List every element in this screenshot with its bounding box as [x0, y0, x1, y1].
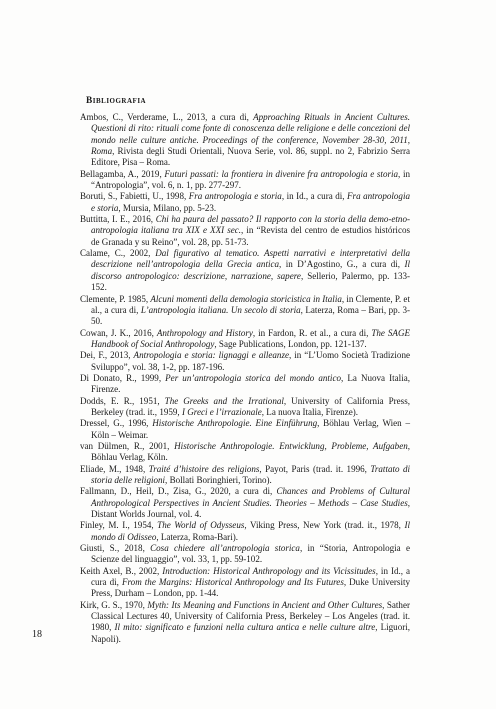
entry-text: Dei, F., 2013,	[80, 350, 134, 361]
entry-text: Clemente, P. 1985,	[80, 293, 151, 304]
entry-text: , in Id., a cura di,	[91, 565, 410, 588]
entry-text: , in D’Agostino, G., a cura di,	[279, 259, 405, 270]
entry-text: Dodds, E. R., 1951,	[80, 395, 165, 406]
entry-text: , in “Storia, Antropologia e Scienze del linguaggio”, vol. 33, 1, pp. 59-102.	[91, 543, 410, 565]
entry-title-text: The World of Odysseus	[157, 520, 245, 531]
bibliography-entry	[80, 441, 410, 464]
entry-text: , Laterza, Roma – Bari, pp. 3-50.	[91, 304, 410, 327]
entry-text: Buttitta, I. E., 2016,	[80, 214, 156, 225]
entry-title-text: Trattato di storia delle religioni	[91, 463, 411, 485]
bibliography-entry	[80, 543, 410, 566]
entry-text: , Bollati Boringhieri, Torino).	[165, 475, 272, 485]
entry-text: , La Nuova Italia, Firenze.	[91, 372, 410, 395]
bibliography-entry	[80, 600, 410, 645]
page-number: 18	[32, 629, 42, 640]
entry-text: , La nuova Italia, Firenze).	[261, 406, 358, 417]
entry-title-text: Fra antropologia e storia	[91, 191, 410, 213]
entry-title-text: From the Margins: Historical Anthropology and Its Futures	[121, 577, 344, 588]
entry-text: Dressel, G., 1996,	[80, 418, 153, 429]
bibliography-heading: Bibliografia	[86, 96, 147, 106]
entry-title-text: Antropologia e storia: lignaggi e alleanze	[133, 350, 289, 361]
entry-text: , Sellerio, Palermo, pp. 133-152.	[91, 270, 411, 293]
entry-text: , Böhlau Verlag, Köln.	[91, 440, 410, 463]
entry-text: Calame, C., 2002,	[80, 248, 156, 259]
entry-text: , Mursia, Milano, pp. 5-23.	[118, 202, 217, 213]
entry-text: Fallmann, D., Heil, D., Zisa, G., 2020, a cura di,	[80, 486, 277, 497]
entry-text: , in “Antropologia”, vol. 6, n. 1, pp. 277-297.	[91, 168, 411, 191]
entry-title-text: Chances and Problems of Cultural Anthropological Perspectives in Ancient Studies. Theories – Methods – Case Studies	[91, 486, 410, 508]
entry-text: , Payot, Paris (trad. it. 1996,	[259, 463, 371, 474]
entry-title-text: Per un’antropologia storica del mondo antico	[165, 372, 341, 383]
entry-text: , Liguori, Napoli).	[91, 622, 411, 644]
bibliography-entry	[80, 566, 410, 600]
entry-text: , Distant Worlds Journal, vol. 4.	[91, 497, 410, 520]
entry-title-text: Dal figurativo al tematico. Aspetti narrativi e interpretativi della descrizione nell’antropologia della Grecia antica	[91, 248, 411, 270]
entry-title-text: Historische Anthropologie. Entwicklung, Probleme, Aufgaben	[174, 440, 408, 451]
bibliography-entry	[80, 520, 410, 543]
entry-title-text: Il mondo di Odisseo	[91, 520, 410, 542]
entry-text: Cowan, J. K., 2016,	[80, 327, 157, 338]
bibliography-entry	[80, 214, 410, 248]
entry-text: Eliade, M., 1948,	[80, 463, 149, 474]
entry-text: Keith Axel, B., 2002,	[80, 565, 163, 576]
entry-text: Ambos, C., Verderame, L., 2013, a cura di,	[80, 112, 254, 122]
bibliography-entry	[80, 373, 410, 396]
entry-text: , in Id., a cura di,	[281, 191, 348, 202]
entry-text: , in “L’Uomo Società Tradizione Sviluppo”, vol. 38, 1-2, pp. 187-196.	[91, 350, 410, 372]
entry-text: Kirk, G. S., 1970,	[80, 599, 148, 610]
entry-title-text: Introduction: Historical Anthropology and its Vicissitudes	[162, 565, 376, 576]
entry-text: Bellagamba, A., 2019,	[80, 168, 165, 179]
bibliography-entry	[80, 464, 410, 487]
bibliography-entry	[80, 328, 410, 351]
entry-title-text: The SAGE Handbook of Social Anthropology	[91, 327, 410, 349]
bibliography-entry	[80, 248, 410, 293]
entry-text: , University of California Press, Berkeley (trad. it., 1959,	[91, 395, 410, 417]
entry-title-text: Myth: Its Meaning and Functions in Ancient and Other Cultures	[147, 599, 383, 610]
bibliography-entry	[80, 191, 410, 214]
entry-title-text: Chi ha paura del passato? Il rapporto con la storia della demo-etno-antropologia italiana tra XIX e XXI sec.	[91, 214, 410, 236]
bibliography-entry	[80, 486, 410, 520]
entry-title-text: Futuri passati: la frontiera in divenire fra antropologia e storia	[164, 168, 399, 179]
bibliography-entry	[80, 294, 410, 328]
entry-text: , in “Revista del centro de estudios históricos de Granada y su Reino”, vol. 28, pp. 51-73.	[91, 225, 410, 247]
entry-title-text: I Greci e l’irrazionale	[181, 406, 262, 417]
bibliography-entry	[80, 418, 410, 441]
entry-text: , Duke University Press, Durham – London, pp. 1-44.	[91, 577, 410, 599]
entry-title-text: Cosa chiedere all’antropologia storica	[150, 543, 300, 554]
bibliography-entry	[80, 350, 410, 373]
entry-title-text: Anthropology and History	[156, 327, 253, 338]
entry-title-text: Il mito: significato e funzioni nella cultura antica e nelle culture altre	[114, 622, 376, 633]
entry-text: Giusti, S., 2018,	[80, 543, 151, 554]
entry-text: , Böhlau Verlag, Wien – Köln – Weimar.	[91, 418, 410, 440]
entry-title-text: Approaching Rituals in Ancient Cultures. Questioni di rito: rituali come fonte di conoscenza delle religione e delle concezioni del mondo nelle culture antiche. Proceedings of the conference, November 28-30, 2011, Roma	[91, 112, 410, 157]
entry-text: , in Clemente, P. et al., a cura di,	[91, 293, 410, 315]
entry-text: , Laterza, Roma-Bari).	[156, 531, 238, 542]
bibliography-entry	[80, 169, 410, 192]
entry-text: Finley, M. I., 1954,	[80, 520, 158, 531]
entry-title-text: Alcuni momenti della demologia storicistica in Italia	[150, 293, 342, 304]
entry-text: , Rivista degli Studi Orientali, Nuova Serie, vol. 86, suppl. no 2, Fabrizio Serra Editore, Pisa – Roma.	[91, 146, 410, 168]
bibliography-entry	[80, 396, 410, 419]
entry-title-text: Traité d’histoire des religions	[148, 463, 260, 474]
entry-title-text: Historische Anthropologie. Eine Einführung	[152, 418, 318, 429]
bibliography-list	[80, 112, 410, 645]
entry-text: , Sage Publications, London, pp. 121-137.	[214, 338, 367, 349]
entry-text: , in Fardon, R. et al., a cura di,	[252, 327, 372, 338]
bibliography-entry	[80, 112, 410, 169]
entry-text: Boruti, S., Fabietti, U., 1998,	[80, 191, 189, 202]
entry-title-text: Fra antropologia e storia	[188, 191, 282, 202]
entry-text: Di Donato, R., 1999,	[80, 372, 166, 383]
entry-title-text: L’antropologia italiana. Un secolo di storia	[140, 304, 301, 315]
entry-title-text: Il discorso antropologico: descrizione, narrazione, sapere	[91, 259, 410, 281]
entry-title-text: The Greeks and the Irrational	[164, 395, 284, 406]
entry-text: , Viking Press, New York (trad. it., 1978,	[244, 520, 405, 531]
entry-text: van Dülmen, R., 2001,	[80, 440, 175, 451]
entry-text: , Sather Classical Lectures 40, University of California Press, Berkeley – Los Angeles (trad. it. 1980,	[91, 599, 410, 633]
